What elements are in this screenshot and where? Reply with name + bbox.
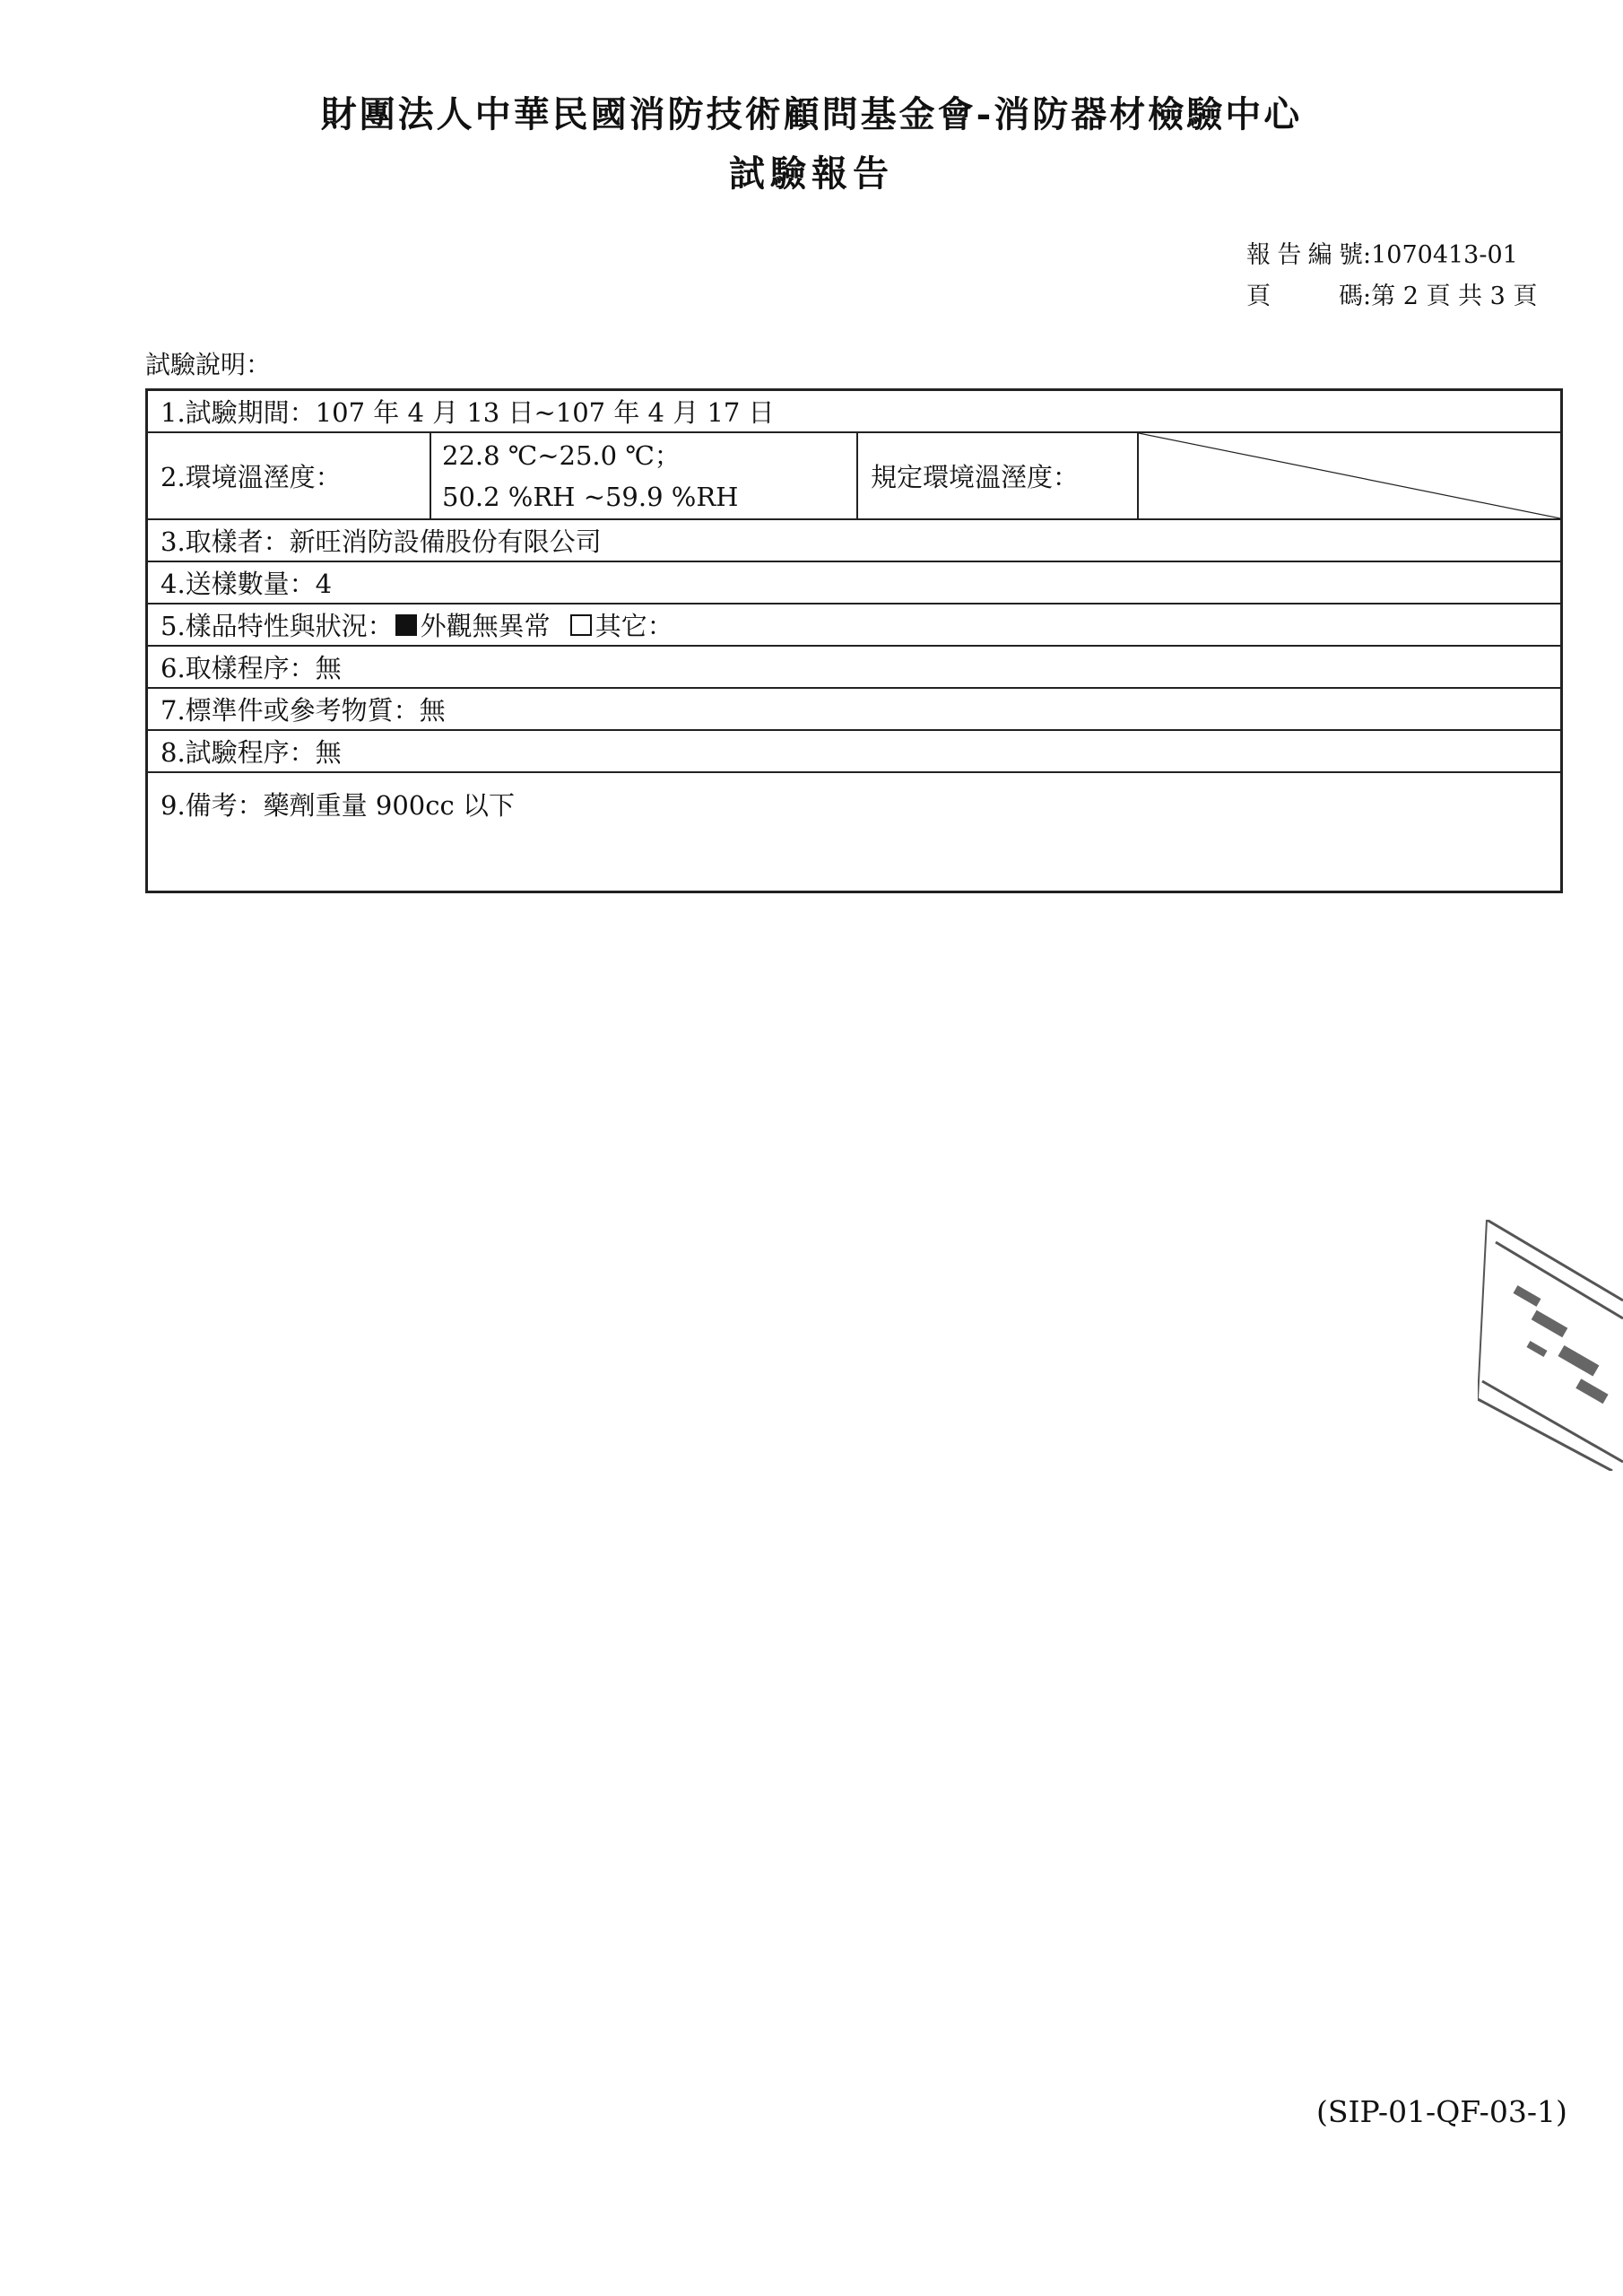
env-spec-label: 規定環境溫溼度： [858,433,1139,518]
checkbox-normal-checked[interactable] [395,614,417,636]
page-number-label: 頁碼 [1246,283,1363,310]
row-sample-quantity [148,562,1560,604]
page-number-row [1246,276,1537,317]
row-reference-material [148,689,1560,731]
row-sample-condition [148,604,1560,647]
seal-stamp-image [1478,1220,1623,1471]
organization-title: 財團法人中華民國消防技術顧問基金會-消防器材檢驗中心 [320,93,1303,135]
report-number-row [1246,235,1537,276]
form-code: (SIP-01-QF-03-1) [1316,2094,1567,2129]
diagonal-strike [1139,433,1560,518]
env-temperature: 22.8 ℃~25.0 ℃； [442,439,681,471]
env-label: 2.環境溫溼度： [148,433,431,518]
sample-quantity: 4.送樣數量：4 [161,569,333,599]
test-procedure: 8.試驗程序：無 [161,737,342,768]
row-test-procedure [148,731,1560,773]
document-title: 試驗報告 [729,152,894,195]
sample-condition-label: 5.樣品特性與狀況： [161,611,394,641]
section-heading: 試驗說明： [145,350,272,379]
env-humidity: 50.2 %RH ~59.9 %RH [442,481,739,512]
report-number-label: 報告編號 [1246,241,1363,269]
row-sampler [148,520,1560,562]
report-meta [1246,235,1537,317]
colon: : [1363,283,1372,310]
sampling-procedure: 6.取樣程序：無 [161,653,342,683]
env-spec-value-crossed [1139,433,1560,518]
row-environment [148,433,1560,520]
sampler: 3.取樣者：新旺消防設備股份有限公司 [161,526,602,557]
row-notes [148,773,1560,891]
reference-material: 7.標準件或參考物質：無 [161,695,446,726]
report-number: 1070413-01 [1371,241,1518,269]
notes: 9.備考：藥劑重量 900cc 以下 [161,790,515,821]
test-description-table [145,388,1563,893]
partial-seal-stamp [1478,1220,1623,1471]
row-sampling-procedure [148,647,1560,689]
test-period: 1.試驗期間：107 年 4 月 13 日~107 年 4 月 17 日 [161,397,775,428]
condition-option-normal: 外觀無異常 [420,611,551,641]
condition-option-other: 其它： [595,611,673,641]
env-values [431,433,858,518]
page-number: 第 2 頁 共 3 頁 [1371,283,1538,310]
checkbox-other-unchecked[interactable] [570,614,592,636]
row-test-period [148,391,1560,433]
colon: : [1363,241,1372,269]
